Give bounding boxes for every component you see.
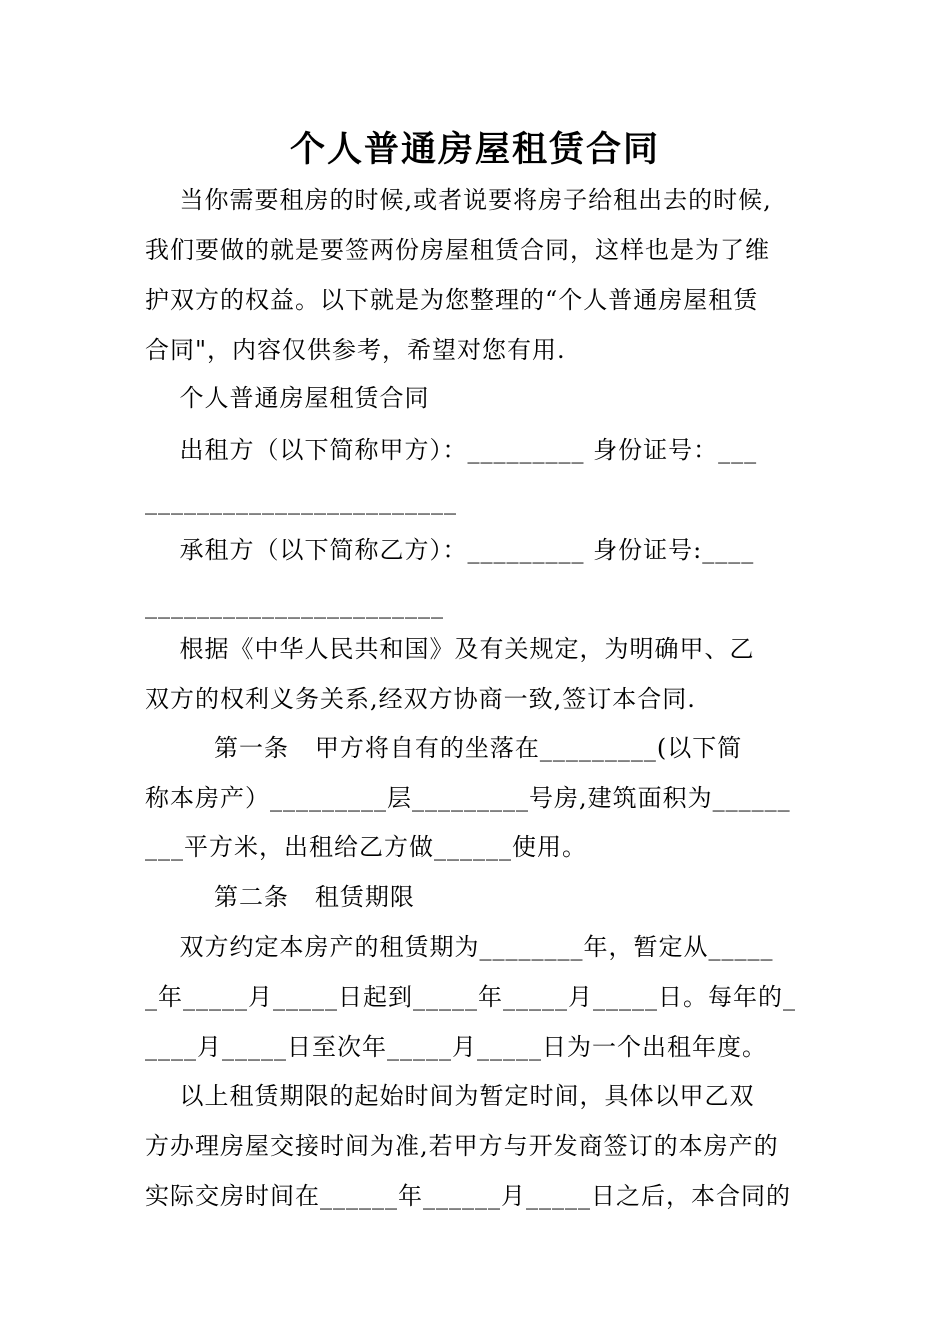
body-line: 以上租赁期限的起始时间为暂定时间，具体以甲乙双 — [145, 1082, 755, 1110]
body-line: 根据《中华人民共和国》及有关规定，为明确甲、乙 — [145, 635, 755, 663]
lessee-id-continuation: _______________________ — [145, 591, 444, 619]
article-two: 第二条 租赁期限 — [145, 883, 415, 911]
body-line: 合同"，内容仅供参考，希望对您有用. — [145, 336, 566, 364]
body-line: 实际交房时间在______年______月_____日之后，本合同的 — [145, 1182, 791, 1210]
body-line: ____月_____日至次年_____月_____日为一个出租年度。 — [145, 1033, 767, 1061]
body-line: ___平方米，出租给乙方做______使用。 — [145, 833, 587, 861]
document-title: 个人普通房屋租赁合同 — [289, 129, 660, 170]
body-line: 当你需要租房的时候,或者说要将房子给租出去的时候, — [145, 186, 772, 214]
body-line: _年_____月_____日起到_____年_____月_____日。每年的_ — [145, 983, 796, 1011]
body-line: 方办理房屋交接时间为准,若甲方与开发商签订的本房产的 — [145, 1132, 779, 1160]
section-heading: 个人普通房屋租赁合同 — [145, 384, 430, 412]
body-line: 护双方的权益。以下就是为您整理的“个人普通房屋租赁 — [145, 286, 759, 314]
body-line: 称本房产）_________层_________号房,建筑面积为______ — [145, 784, 791, 812]
body-line: 我们要做的就是要签两份房屋租赁合同，这样也是为了维 — [145, 236, 770, 264]
body-line: 双方的权利义务关系,经双方协商一致,签订本合同. — [145, 685, 696, 713]
lessor-id-continuation: ________________________ — [145, 487, 457, 515]
article-one: 第一条 甲方将自有的坐落在_________(以下简 — [145, 734, 743, 762]
body-line: 双方约定本房产的租赁期为________年，暂定从_____ — [145, 933, 774, 961]
lessor-line: 出租方（以下简称甲方）：_________ 身份证号：___ — [145, 436, 758, 464]
lessee-line: 承租方（以下简称乙方）：_________ 身份证号:____ — [145, 536, 755, 564]
